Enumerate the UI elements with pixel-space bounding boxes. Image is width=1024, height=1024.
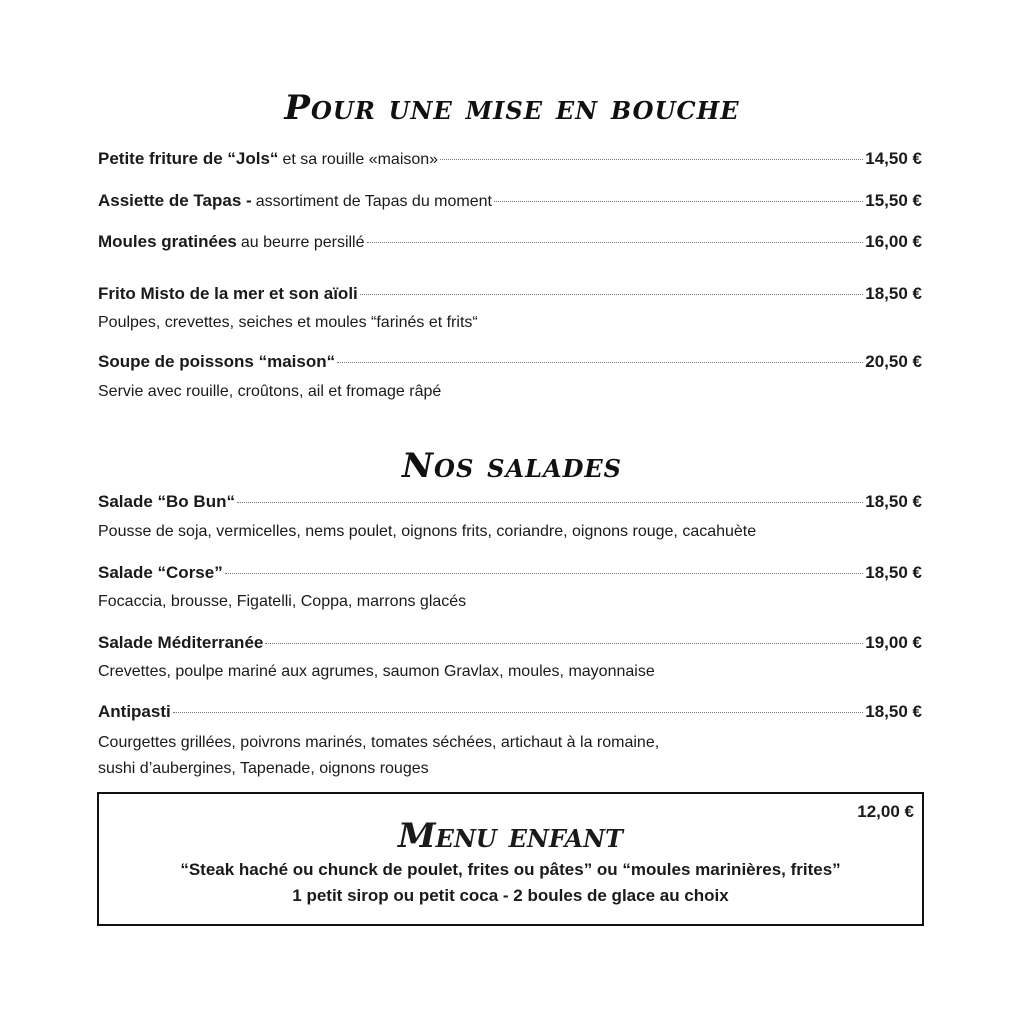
item-name: Frito Misto de la mer et son aïoli — [98, 284, 358, 303]
menu-item — [98, 282, 922, 306]
item-inline-desc: assortiment de Tapas du moment — [255, 193, 492, 210]
menu-item — [98, 350, 922, 374]
item-name: Soupe de poissons “maison“ — [98, 352, 336, 371]
item-price: 18,50 € — [865, 492, 922, 511]
dot-leader — [440, 159, 863, 160]
item-price: 14,50 € — [865, 149, 922, 168]
section-title-mise-en-bouche: Pour une mise en bouche — [284, 88, 740, 128]
menu-item — [98, 490, 922, 514]
dot-leader — [265, 643, 863, 644]
menu-item — [98, 230, 922, 254]
menu-item — [98, 561, 922, 585]
item-name: Antipasti — [98, 702, 171, 721]
dot-leader — [225, 573, 864, 574]
item-description: Pousse de soja, vermicelles, nems poulet, oignons frits, coriandre, oignons rouge, cacahuète — [98, 523, 757, 540]
item-price: 18,50 € — [865, 702, 922, 721]
section-title-menu-enfant: Menu enfant — [398, 816, 623, 856]
menu-item — [98, 631, 922, 655]
item-name: Petite friture de “Jols“ — [98, 149, 279, 168]
item-inline-desc: au beurre persillé — [240, 234, 365, 251]
item-name: Salade “Bo Bun“ — [98, 492, 235, 511]
dot-leader — [494, 201, 863, 202]
item-price: 15,50 € — [865, 191, 922, 210]
item-price: 19,00 € — [865, 633, 922, 652]
menu-item — [98, 147, 922, 171]
menu-enfant-line: “Steak haché ou chunck de poulet, frites ou pâtes” ou “moules marinières, frites” — [180, 860, 841, 879]
item-description: Servie avec rouille, croûtons, ail et fromage râpé — [98, 383, 442, 400]
item-price: 16,00 € — [865, 232, 922, 251]
item-price: 20,50 € — [865, 352, 922, 371]
item-price: 18,50 € — [865, 563, 922, 582]
item-name: Salade Méditerranée — [98, 633, 264, 652]
item-name: Salade “Corse” — [98, 563, 223, 582]
item-description: sushi d’aubergines, Tapenade, oignons rouges — [98, 760, 429, 777]
menu-enfant-price: 12,00 € — [857, 802, 914, 821]
item-description: Focaccia, brousse, Figatelli, Coppa, marrons glacés — [98, 593, 467, 610]
section-title-salades: Nos salades — [401, 446, 623, 486]
menu-enfant-box — [97, 792, 924, 926]
dot-leader — [237, 502, 863, 503]
item-description: Poulpes, crevettes, seiches et moules “farinés et frits“ — [98, 314, 478, 331]
item-description: Courgettes grillées, poivrons marinés, tomates séchées, artichaut à la romaine, — [98, 734, 660, 751]
item-name: Moules gratinées — [98, 232, 237, 251]
dot-leader — [367, 242, 864, 243]
menu-enfant-line: 1 petit sirop ou petit coca - 2 boules de glace au choix — [292, 886, 729, 905]
item-price: 18,50 € — [865, 284, 922, 303]
item-inline-desc: et sa rouille «maison» — [282, 151, 439, 168]
item-name: Assiette de Tapas - — [98, 191, 252, 210]
menu-item — [98, 189, 922, 213]
item-description: Crevettes, poulpe mariné aux agrumes, saumon Gravlax, moules, mayonnaise — [98, 663, 655, 680]
dot-leader — [173, 712, 864, 713]
dot-leader — [360, 294, 864, 295]
menu-item — [98, 700, 922, 724]
dot-leader — [337, 362, 863, 363]
